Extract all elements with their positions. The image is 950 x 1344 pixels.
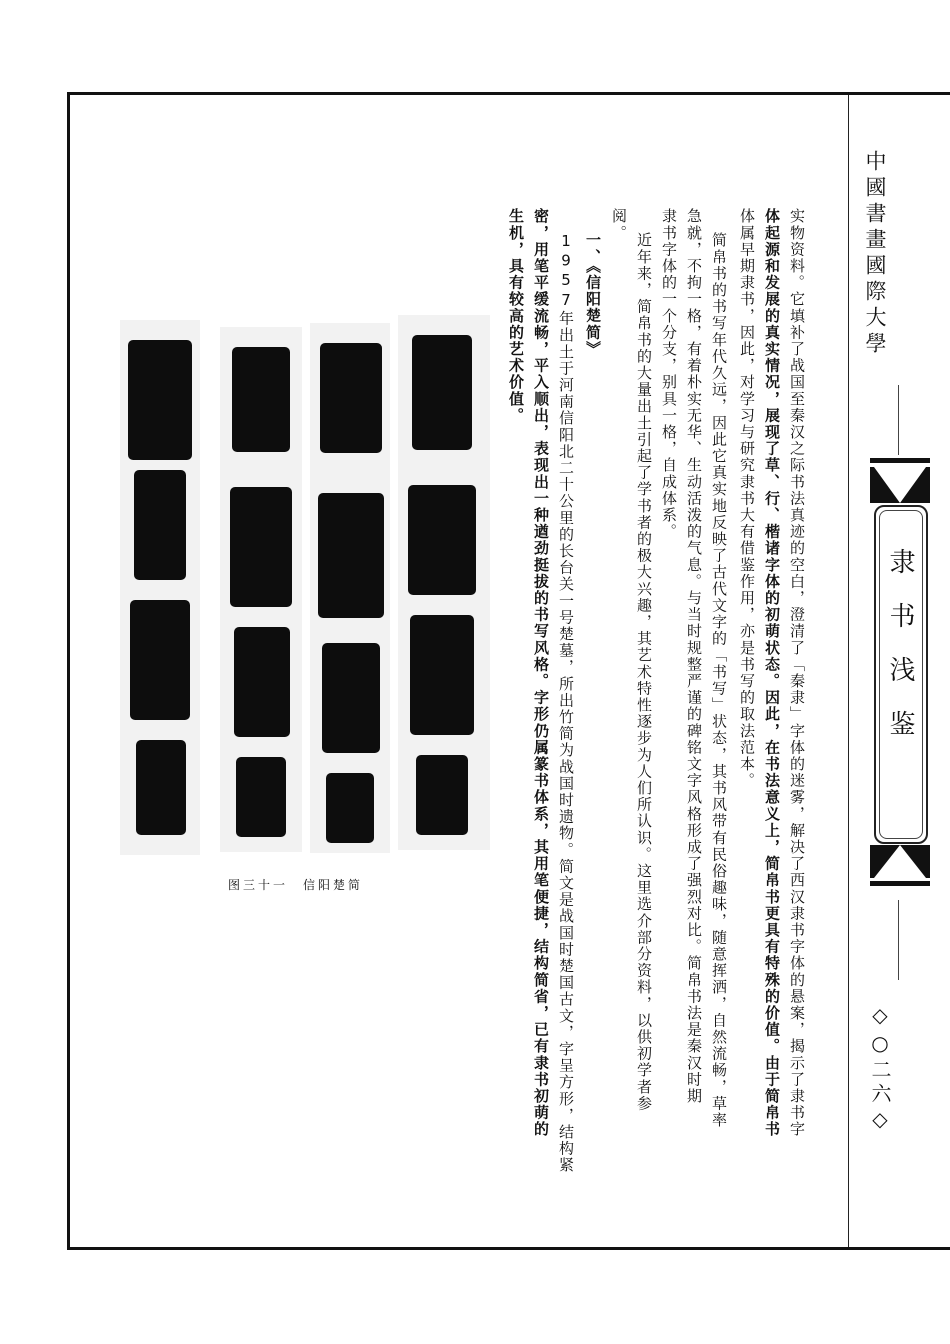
figure-caption: 图三十一 信阳楚简 bbox=[228, 878, 364, 892]
body-line: 简帛书的书写年代久远，因此它真实地反映了古代文字的「书写」状态，其书风带有民俗趣味，随意挥洒，自然流畅，草率 bbox=[710, 232, 728, 1129]
sidebar-thin-rule-top bbox=[898, 385, 899, 455]
school-name: 中國書畫國際大學 bbox=[863, 150, 887, 358]
title-notch-top bbox=[874, 467, 926, 503]
title-bar-top bbox=[870, 458, 930, 463]
body-line: 实物资料。它填补了战国至秦汉之际书法真迹的空白，澄清了「秦隶」字体的迷雾，解决了西汉隶书字体的悬案，揭示了隶书字 bbox=[788, 208, 806, 1138]
title-notch-bottom bbox=[874, 845, 926, 878]
body-line: 体起源和发展的真实情况，展现了草、行、楷诸字体的初萌状态。因此，在书法意义上，简帛书更具有特殊的价值。由于简帛书 bbox=[763, 208, 781, 1138]
bamboo-slip bbox=[220, 327, 302, 852]
body-line: 阅。 bbox=[610, 208, 628, 242]
body-line: 体属早期隶书，因此，对学习与研究隶书大有借鉴作用，亦是书写的取法范本。 bbox=[738, 208, 756, 789]
subheading: 一、《信阳楚简》 bbox=[584, 232, 602, 358]
bamboo-slip bbox=[310, 323, 390, 853]
sidebar-divider bbox=[848, 95, 849, 1247]
bamboo-slips-figure bbox=[120, 315, 500, 860]
body-line: 近年来，简帛书的大量出土引起了学书者的极大兴趣，其艺术特性逐步为人们所认识。这里选介部分资料，以供初学者参 bbox=[635, 232, 653, 1112]
body-line: 生机，具有较高的艺术价值。 bbox=[507, 208, 525, 424]
sidebar-thin-rule-bottom bbox=[898, 900, 899, 980]
page-number: ◇○二六◇ bbox=[868, 1003, 892, 1135]
body-line: 隶书字体的一个分支，别具一格，自成体系。 bbox=[660, 208, 678, 540]
body-line: 急就，不拘一格，有着朴实无华、生动活泼的气息。与当时规整严谨的碑铭文字风格形成了强烈对比。简帛书法是秦汉时期 bbox=[685, 208, 703, 1105]
title-bar-bottom bbox=[870, 881, 930, 886]
section-title: 隶书浅鉴 bbox=[885, 548, 915, 764]
body-line: 1957年出土于河南信阳北二十公里的长台关一号楚墓，所出竹简为战国时遗物。简文是战国时楚国古文，字呈方形，结构紧 bbox=[557, 232, 575, 1174]
bamboo-slip bbox=[398, 315, 490, 850]
body-line: 密，用笔平缓流畅，平入顺出，表现出一种遒劲挺拔的书写风格。字形仍属篆书体系，其用笔便捷，结构简省，已有隶书初萌的 bbox=[532, 208, 550, 1138]
bamboo-slip bbox=[120, 320, 200, 855]
